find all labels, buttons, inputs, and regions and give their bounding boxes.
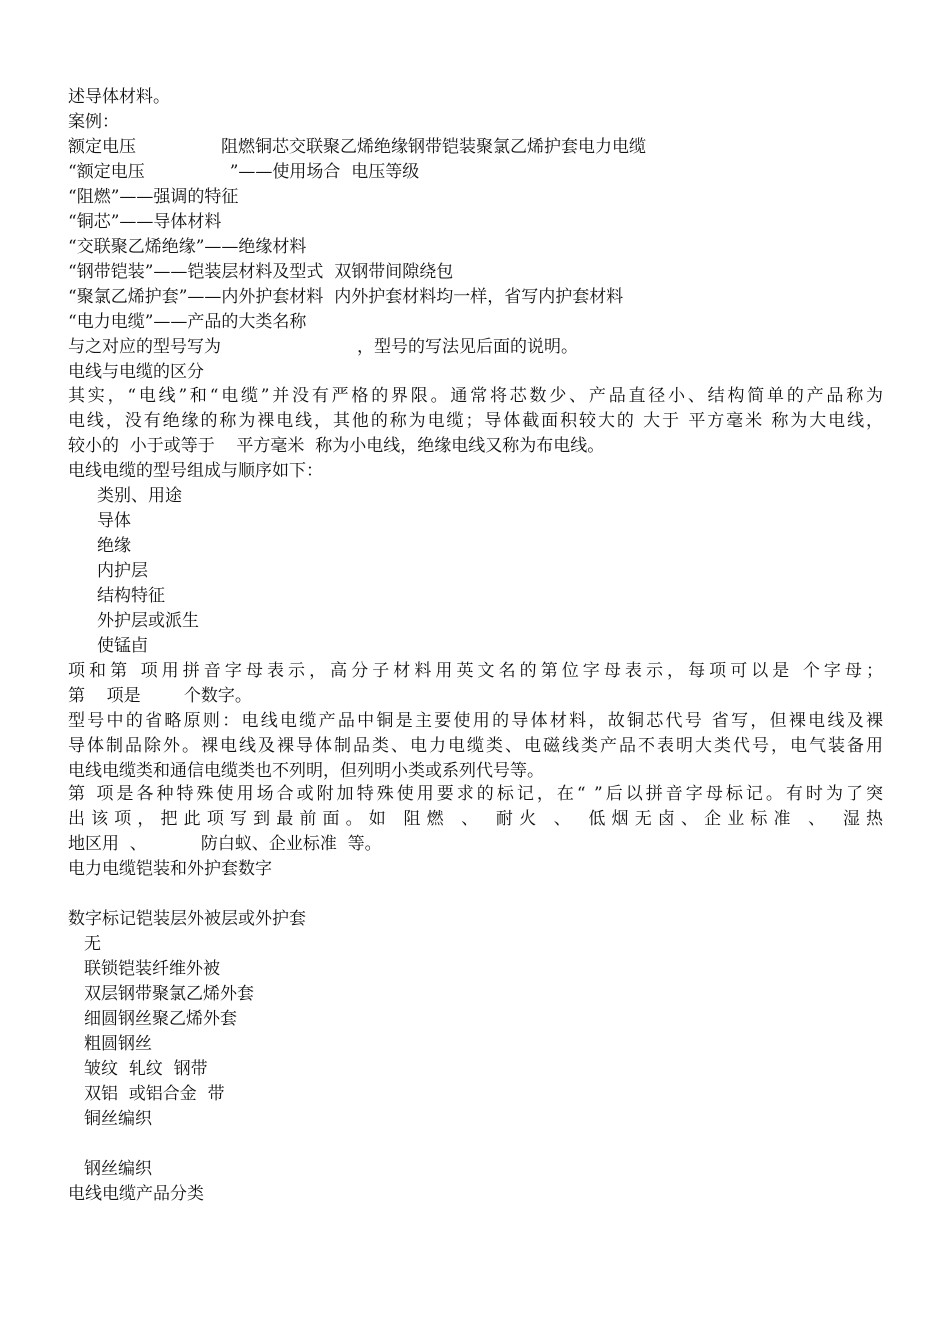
text-line: 导体制品除外。裸电线及裸导体制品类、电力电缆类、电磁线类产品不表明大类代号，电气装备用 (68, 736, 883, 756)
list-item: 钢丝编织 (84, 1159, 152, 1179)
text-line: 与之对应的型号写为 ，型号的写法见后面的说明。 (68, 337, 578, 357)
list-item: 导体 (97, 511, 131, 531)
table-header: 数字标记铠装层外被层或外护套 (68, 909, 306, 929)
list-item: 双铝 或铝合金 带 (84, 1084, 225, 1104)
text-line: 述导体材料。 (68, 87, 170, 107)
list-item: 类别、用途 (97, 486, 182, 506)
list-item: 使锰卣 (97, 636, 148, 656)
section-heading: 电线电缆产品分类 (68, 1184, 204, 1204)
list-item: 细圆钢丝聚乙烯外套 (84, 1009, 237, 1029)
list-item: 绝缘 (97, 536, 131, 556)
text-line: “聚氯乙烯护套”——内外护套材料 内外护套材料均一样，省写内护套材料 (68, 287, 624, 307)
list-item: 皱纹 轧纹 钢带 (84, 1059, 208, 1079)
text-line: 第 项是 个数字。 (68, 686, 252, 706)
text-line: “钢带铠装”——铠装层材料及型式 双钢带间隙绕包 (68, 262, 454, 282)
text-line: “额定电压 ”——使用场合 电压等级 (68, 162, 420, 182)
list-item: 铜丝编织 (84, 1109, 152, 1129)
text-line: 第 项是各种特殊使用场合或附加特殊使用要求的标记，在“ ”后以拼音字母标记。有时为了突 (68, 784, 883, 804)
text-line: 额定电压 阻燃铜芯交联聚乙烯绝缘钢带铠装聚氯乙烯护套电力电缆 (68, 137, 646, 157)
text-line: 电线电缆的型号组成与顺序如下： (68, 461, 323, 481)
list-item: 外护层或派生 (97, 611, 199, 631)
text-line: “交联聚乙烯绝缘”——绝缘材料 (68, 237, 307, 257)
text-line: 电线，没有绝缘的称为裸电线，其他的称为电缆；导体截面积较大的 大于 平方毫米 称为大电线， (68, 411, 883, 431)
section-heading: 电线与电缆的区分 (68, 362, 204, 382)
text-line: 出该项，把此项写到最前面。如 阻燃 、 耐火 、 低烟无卤、企业标准 、 湿热 (68, 809, 883, 829)
list-item: 无 (84, 934, 101, 954)
text-line: 型号中的省略原则：电线电缆产品中铜是主要使用的导体材料，故铜芯代号 省写，但裸电线及裸 (68, 711, 883, 731)
list-item: 双层钢带聚氯乙烯外套 (84, 984, 254, 1004)
list-item: 粗圆钢丝 (84, 1034, 152, 1054)
list-item: 联锁铠装纤维外被 (84, 959, 220, 979)
text-line: 案例： (68, 112, 119, 132)
text-line: “铜芯”——导体材料 (68, 212, 222, 232)
section-heading: 电力电缆铠装和外护套数字 (68, 859, 272, 879)
text-line: “电力电缆”——产品的大类名称 (68, 312, 307, 332)
text-line: 地区用 、 防白蚁、企业标准 等。 (68, 834, 382, 854)
text-line: “阻燃”——强调的特征 (68, 187, 239, 207)
text-line: 较小的 小于或等于 平方毫米 称为小电线，绝缘电线又称为布电线。 (68, 436, 605, 456)
text-line: 其实，“电线”和“电缆”并没有严格的界限。通常将芯数少、产品直径小、结构简单的产品称为 (68, 386, 883, 406)
list-item: 内护层 (97, 561, 148, 581)
text-line: 电线电缆类和通信电缆类也不列明，但列明小类或系列代号等。 (68, 761, 544, 781)
list-item: 结构特征 (97, 586, 165, 606)
text-line: 项和第 项用拼音字母表示，高分子材料用英文名的第位字母表示，每项可以是 个字母； (68, 661, 883, 681)
